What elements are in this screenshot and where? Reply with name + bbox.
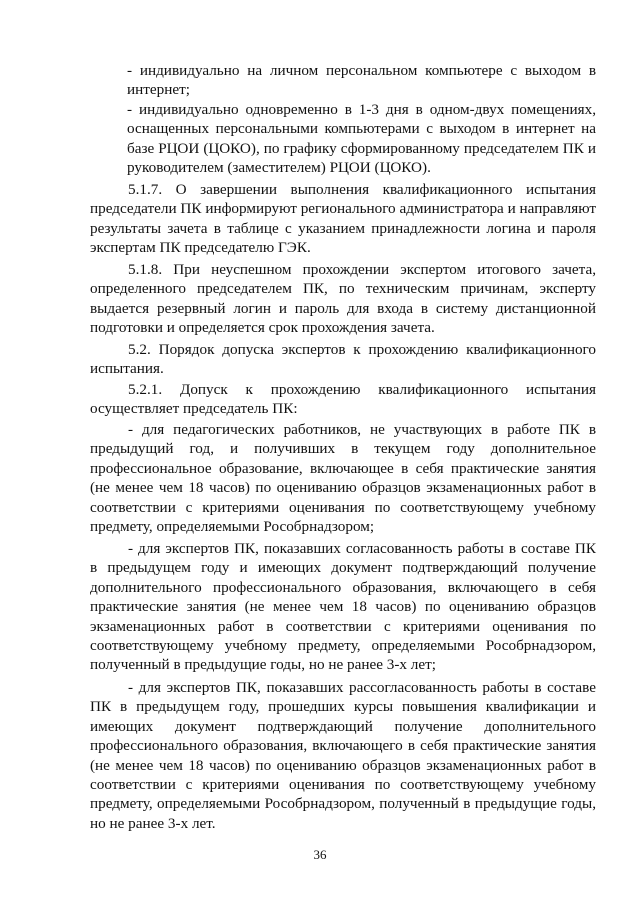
paragraph-5-2-1 (90, 380, 596, 419)
page-number: 36 (313, 847, 327, 862)
paragraph-text: 5.1.8. При неуспешном прохождении экспертом итогового зачета, определенного председателем ПК, по техническим причинам, эксперту выдается резервный логин и пароль для входа в систему дистанционной подготовки и определяется срок прохождения зачета. (90, 261, 596, 337)
heading-5-2 (90, 340, 596, 379)
paragraph-5-1-8 (90, 260, 596, 338)
paragraph-5-1-7 (90, 180, 596, 258)
paragraph-text: 5.2. Порядок допуска экспертов к прохождению квалификационного испытания. (90, 341, 596, 378)
paragraph-text: - для экспертов ПК, показавших согласованность работы в составе ПК в предыдущем году и имеющих документ подтверждающий получение дополнительного профессионального образования, включающего в себя практические занятия (не менее чем 18 часов) по оцениванию образцов экзаменационных работ в соответствии с критериями оценивания по соответствующему учебному предмету, определяемыми Рособрнадзором, полученный в предыдущие годы, но не ранее 3-х лет; (90, 540, 596, 674)
paragraph-text: 5.1.7. О завершении выполнения квалификационного испытания председатели ПК информируют регионального администратора и направляют результаты зачета в таблице с указанием принадлежности логина и пароля экспертам ПК председателю ГЭК. (90, 181, 596, 257)
paragraph-text: - индивидуально одновременно в 1-3 дня в одном-двух помещениях, оснащенных персональными компьютерами с выходом в интернет на базе РЦОИ (ЦОКО), по графику сформированному председателем ПК и руководителем (заместителем) РЦОИ (ЦОКО). (127, 101, 596, 177)
paragraph-text: - для педагогических работников, не участвующих в работе ПК в предыдущий год, и получивших в текущем году дополнительное профессиональное образование, включающее в себя практические занятия (не менее чем 18 часов) по оцениванию образцов экзаменационных работ в соответствии с критериями оценивания по соответствующему учебному предмету, определяемыми Рособрнадзором; (90, 421, 596, 536)
paragraph-text: 5.2.1. Допуск к прохождению квалификационного испытания осуществляет председатель ПК: (90, 381, 596, 418)
list-item-rcoi-rooms (127, 100, 596, 178)
list-item-inconsistent-experts (90, 678, 596, 833)
list-item-personal-computer (127, 61, 596, 100)
paragraph-text: - индивидуально на личном персональном компьютере с выходом в интернет; (127, 62, 596, 99)
list-item-pedagogical-workers (90, 420, 596, 536)
list-item-consistent-experts (90, 539, 596, 675)
paragraph-text: - для экспертов ПК, показавших рассогласованность работы в составе ПК в предыдущем году, прошедших курсы повышения квалификации и имеющих документ подтверждающий получение дополнительного профессионального образования, включающего в себя практические занятия (не менее чем 18 часов) по оцениванию образцов экзаменационных работ в соответствии с критериями оценивания по соответствующему учебному предмету, определяемыми Рособрнадзором, полученный в предыдущие годы, но не ранее 3-х лет. (90, 679, 596, 832)
